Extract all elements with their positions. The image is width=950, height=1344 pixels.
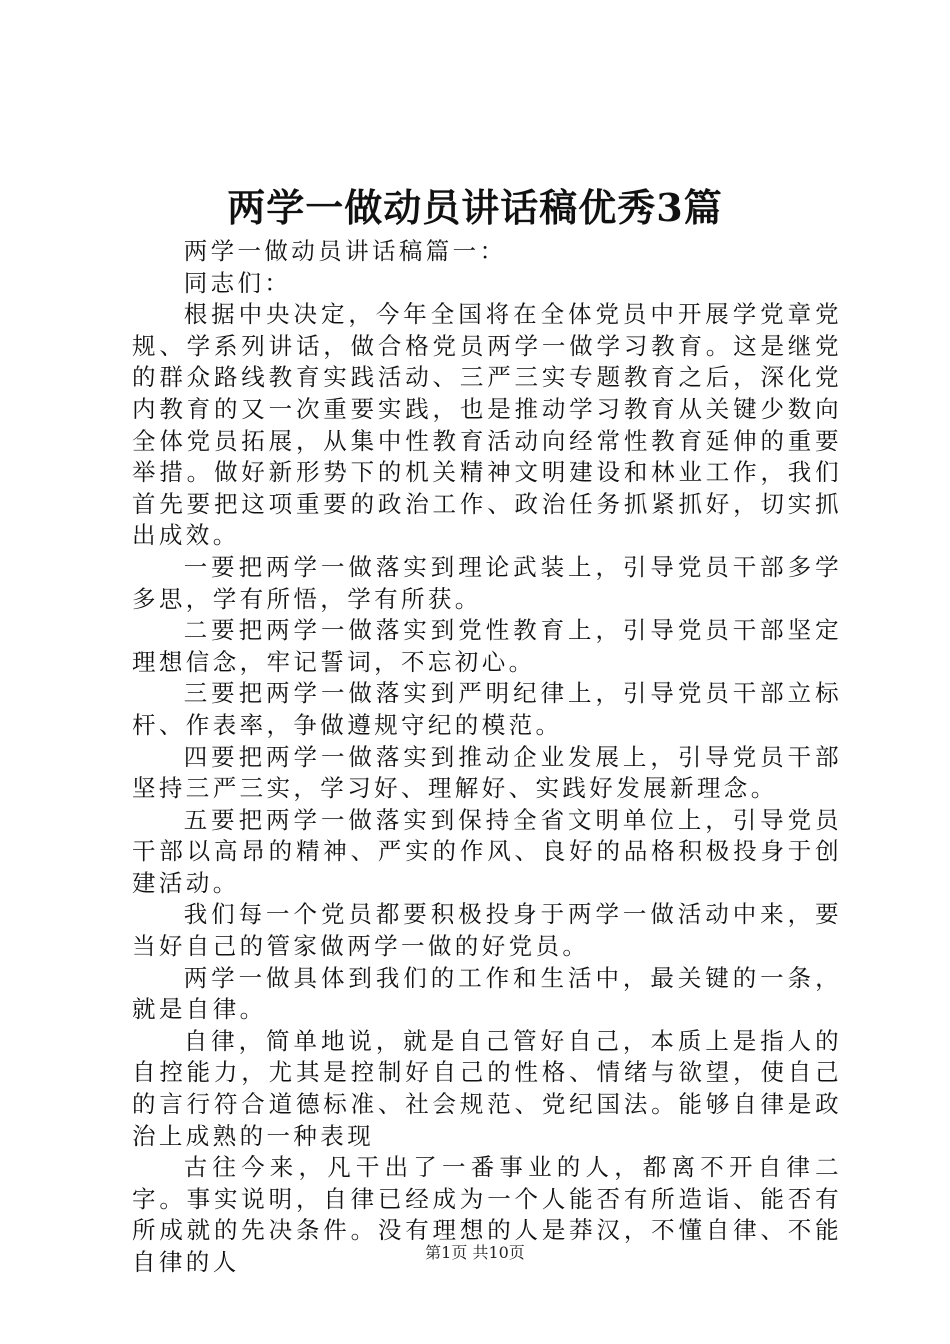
paragraph: 四要把两学一做落实到推动企业发展上，引导党员干部坚持三严三实，学习好、理解好、实践好发展新理念。 (132, 742, 842, 803)
paragraph: 二要把两学一做落实到党性教育上，引导党员干部坚定理想信念，牢记誓词，不忘初心。 (132, 616, 842, 676)
paragraph: 一要把两学一做落实到理论武装上，引导党员干部多学多思，学有所悟，学有所获。 (132, 552, 842, 613)
paragraph-salutation: 同志们： (183, 268, 292, 297)
paragraph: 两学一做具体到我们的工作和生活中，最关键的一条，就是自律。 (132, 963, 842, 1024)
paragraph: 自律，简单地说，就是自己管好自己，本质上是指人的自控能力，尤其是控制好自己的性格、情绪与欲望，使自己的言行符合道德标准、社会规范、党纪国法。能够自律是政治上成熟的一种表现 (132, 1026, 842, 1150)
paragraph: 我们每一个党员都要积极投身于两学一做活动中来，要当好自己的管家做两学一做的好党员。 (132, 900, 842, 961)
paragraph: 根据中央决定，今年全国将在全体党员中开展学党章党规、学系列讲话，做合格党员两学一做学习教育。这是继党的群众路线教育实践活动、三严三实专题教育之后，深化党内教育的又一次重要实践，也是推动学习教育从关键少数向全体党员拓展，从集中性教育活动向经常性教育延伸的重要举措。做好新形势下的机关精神文明建设和林业工作，我们首先要把这项重要的政治工作、政治任务抓紧抓好，切实抓出成效。 (132, 300, 842, 550)
document-body (132, 236, 842, 1279)
document-title: 两学一做动员讲话稿优秀3篇 (227, 185, 723, 230)
paragraph: 三要把两学一做落实到严明纪律上，引导党员干部立标杆、作表率，争做遵规守纪的模范。 (132, 679, 842, 739)
paragraph-heading: 两学一做动员讲话稿篇一： (183, 237, 507, 265)
page-number-footer: 第1页 共10页 (425, 1243, 525, 1262)
paragraph: 古往今来，凡干出了一番事业的人，都离不开自律二字。事实说明，自律已经成为一个人能否有所造诣、能否有所成就的先决条件。没有理想的人是莽汉，不懂自律、不能自律的人 (132, 1153, 842, 1276)
paragraph: 五要把两学一做落实到保持全省文明单位上，引导党员干部以高昂的精神、严实的作风、良好的品格积极投身于创建活动。 (132, 805, 842, 897)
